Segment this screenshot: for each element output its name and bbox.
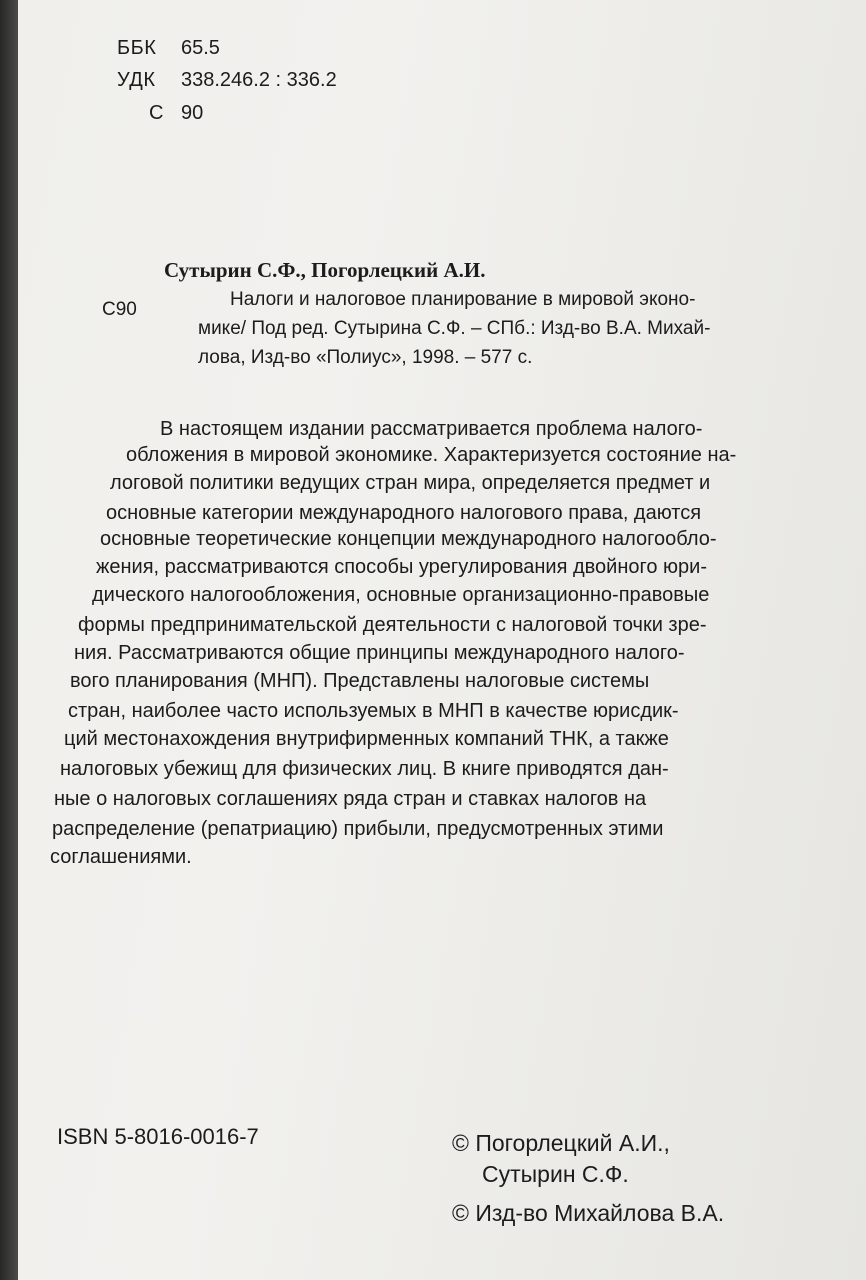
abstract-line: вого планирования (МНП). Представлены налоговые системы: [70, 670, 650, 692]
abstract-line: распределение (репатриацию) прибыли, предусмотренных этими: [52, 818, 664, 840]
abstract-line: жения, рассматриваются способы урегулирования двойного юри-: [96, 556, 708, 578]
abstract-line: основные категории международного налогового права, даются: [106, 502, 702, 524]
abstract-line: ные о налоговых соглашениях ряда стран и ставках налогов на: [54, 788, 647, 810]
bbk-label: ББК: [117, 37, 157, 59]
authors-heading: Сутырин С.Ф., Погорлецкий А.И.: [164, 258, 486, 282]
author-mark-value: 90: [181, 102, 204, 124]
bbk-value: 65.5: [181, 37, 220, 59]
copyright-line: © Погорлецкий А.И.,: [452, 1130, 670, 1156]
bibliographic-line: мике/ Под ред. Сутырина С.Ф. – СПб.: Изд-во В.А. Михай-: [198, 318, 711, 339]
udk-value: 338.246.2 : 336.2: [181, 69, 337, 91]
isbn: ISBN 5-8016-0016-7: [57, 1124, 259, 1149]
abstract-line: ций местонахождения внутрифирменных компаний ТНК, а также: [64, 728, 669, 750]
book-spine-edge: [0, 0, 18, 1280]
book-page: [18, 0, 866, 1280]
abstract-line: основные теоретические концепции международного налогообло-: [100, 528, 717, 550]
abstract-line: ния. Рассматриваются общие принципы международного налого-: [74, 642, 685, 664]
abstract-line: дического налогообложения, основные организационно-правовые: [92, 584, 710, 606]
abstract-line: соглашениями.: [50, 846, 192, 868]
abstract-line: обложения в мировой экономике. Характеризуется состояние на-: [126, 444, 737, 466]
author-mark-label: С: [149, 102, 164, 124]
udk-label: УДК: [117, 69, 156, 91]
bibliographic-code: С90: [102, 299, 137, 320]
bibliographic-line: Налоги и налоговое планирование в мировой эконо-: [230, 289, 696, 310]
abstract-line: В настоящем издании рассматривается проблема налого-: [160, 418, 703, 440]
abstract-line: стран, наиболее часто используемых в МНП в качестве юрисдик-: [68, 700, 679, 722]
copyright-line: Сутырин С.Ф.: [482, 1161, 629, 1187]
bibliographic-line: лова, Изд-во «Полиус», 1998. – 577 с.: [198, 347, 533, 368]
copyright-line: © Изд-во Михайлова В.А.: [452, 1200, 725, 1226]
abstract-line: логовой политики ведущих стран мира, определяется предмет и: [110, 472, 711, 494]
abstract-line: налоговых убежищ для физических лиц. В книге приводятся дан-: [60, 758, 669, 780]
abstract-line: формы предпринимательской деятельности с налоговой точки зре-: [78, 614, 707, 636]
